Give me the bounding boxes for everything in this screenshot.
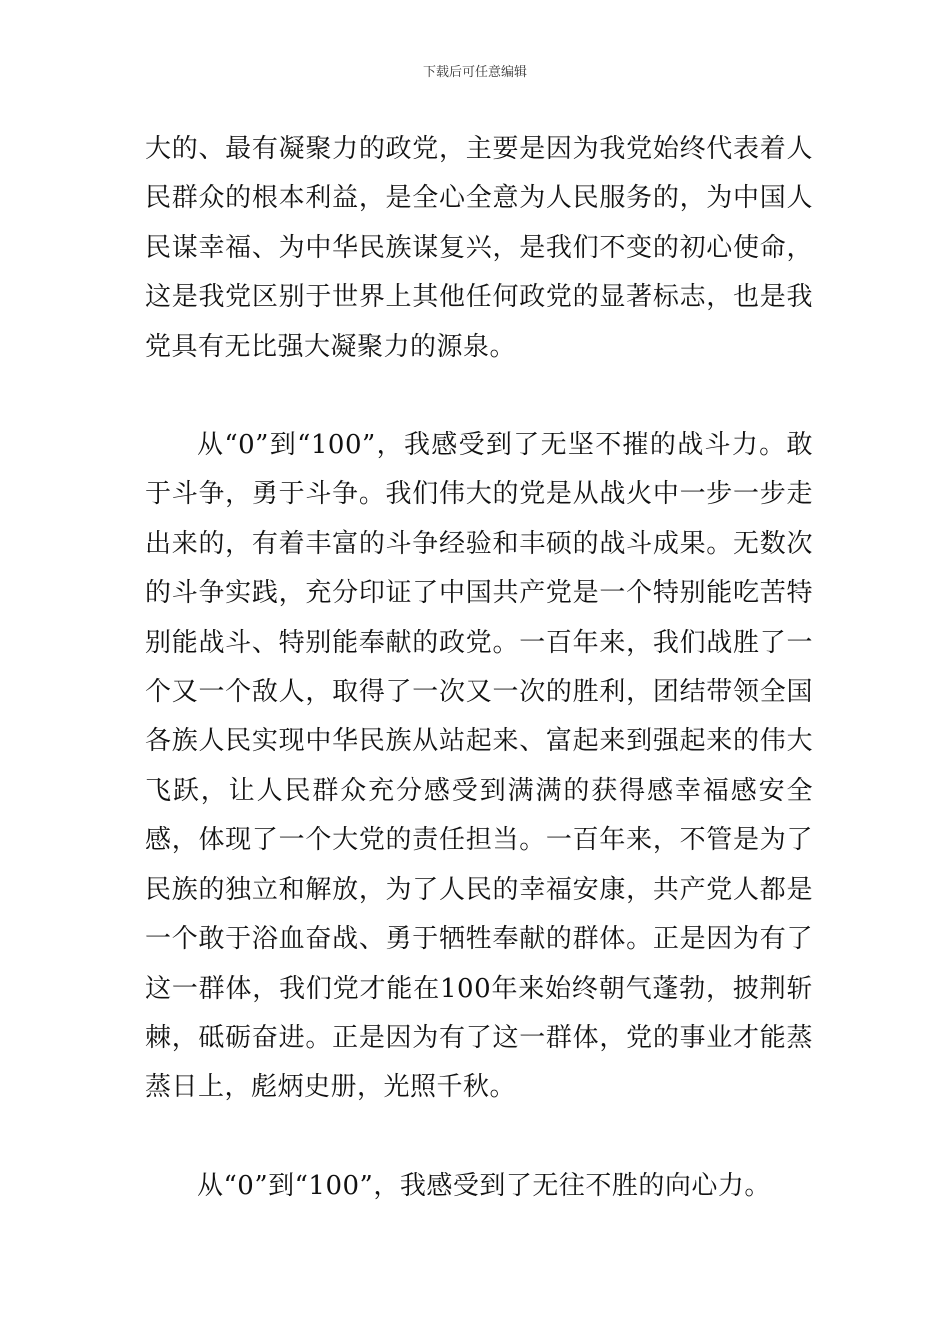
- paragraph-gap: [145, 1113, 813, 1162]
- paragraph-fighting-power: 从“0”到“100”，我感受到了无坚不摧的战斗力。敢于斗争，勇于斗争。我们伟大的党是从战火中一步一步走出来的，有着丰富的斗争经验和丰硕的战斗成果。无数次的斗争实践，充分印证了中国共产党是一个特别能吃苦特别能战斗、特别能奉献的政党。一百年来，我们战胜了一个又一个敌人，取得了一次又一次的胜利，团结带领全国各族人民实现中华民族从站起来、富起来到强起来的伟大飞跃，让人民群众充分感受到满满的获得感幸福感安全感，体现了一个大党的责任担当。一百年来，不管是为了民族的独立和解放，为了人民的幸福安康，共产党人都是一个敢于浴血奋战、勇于牺牲奉献的群体。正是因为有了这一群体，我们党才能在100年来始终朝气蓬勃，披荆斩棘，砥砺奋进。正是因为有了这一群体，党的事业才能蒸蒸日上，彪炳史册，光照千秋。: [145, 430, 813, 1103]
- paragraph-continuation: 大的、最有凝聚力的政党，主要是因为我党始终代表着人民群众的根本利益，是全心全意为人民服务的，为中国人民谋幸福、为中华民族谋复兴，是我们不变的初心使命，这是我党区别于世界上其他任何政党的显著标志，也是我党具有无比强大凝聚力的源泉。: [145, 134, 813, 362]
- page-header: 下载后可任意编辑: [422, 65, 527, 80]
- paragraph-centripetal-force: 从“0”到“100”，我感受到了无往不胜的向心力。: [197, 1170, 771, 1201]
- paragraph-gap: [145, 372, 813, 421]
- document-body: [145, 125, 813, 1211]
